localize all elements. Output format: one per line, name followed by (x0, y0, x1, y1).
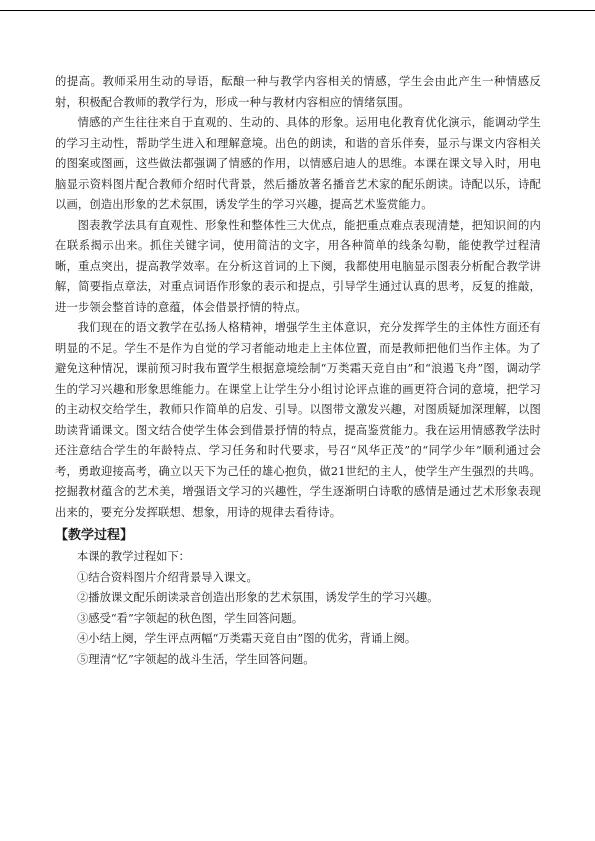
list-item: ⑤理清“忆”字领起的战斗生活，学生回答问题。 (77, 652, 315, 666)
paragraph-chart-method: 图表教学法具有直观性、形象性和整体性三大优点，能把重点难点表现清楚，把知识间的内在联系揭示出来。抓住关键字词，使用简洁的文字，用各种简单的线条勾勒，能使教学过程清晰，重点突出，提高教学效率。在分析这首词的上下阕，我都使用电脑显示图表分析配合教学讲解，简要指点章法，对重点词语作形象的表示和提点，引导学生通过认真的思考，反复的推敲，进一步领会整首诗的意蕴，体会借景抒情的特点。 (55, 218, 541, 314)
list-item: ④小结上阕，学生评点两幅“万类霜天竞自由”图的优劣，背诵上阕。 (77, 632, 417, 645)
list-item: ②播放课文配乐朗读录音创造出形象的艺术氛围，诱发学生的学习兴趣。 (77, 591, 439, 604)
paragraph-continuation: 的提高。教师采用生动的导语，酝酿一种与教学内容相关的情感，学生会由此产生一种情感反射，积极配合教师的教学行为，形成一种与教材内容相应的情绪氛围。 (55, 75, 541, 109)
document-page (55, 72, 541, 670)
section-intro: 本课的教学过程如下： (77, 550, 190, 563)
header-rule (0, 10, 595, 11)
paragraph-student-subject: 我们现在的语文教学在弘扬人格精神，增强学生主体意识，充分发挥学生的主体性方面还有明显的不足。学生不是作为自觉的学习者能动地走上主体位置，而是教师把他们当作主体。为了避免这种情况，课前预习时我布置学生根据意境绘制“万类霜天竞自由”和“浪遏飞舟”图，调动学生的学习兴趣和形象思维能力。在课堂上让学生分小组讨论评点谁的画更符合词的意境，把学习的主动权交给学生，教师只作简单的启发、引导。以图带文激发兴趣，对图质疑加深理解，以图助读背诵课文。图文结合使学生体会到借景抒情的特点，提高鉴赏能力。我在运用情感教学法时还注意结合学生的年龄特点、学习任务和时代要求，号召“风华正茂”的“同学少年”顺利通过会考，勇敢迎接高考，确立以天下为己任的雄心抱负，做21世纪的主人，使学生产生强烈的共鸣。挖掘教材蕴含的艺术美，增强语文学习的兴趣性，学生逐渐明白诗歌的感情是通过艺术形象表现出来的，要充分发挥联想、想象，用诗的规律去看待诗。 (55, 321, 541, 519)
steps-list (55, 568, 541, 671)
list-item: ①结合资料图片介绍背景导入课文。 (77, 570, 258, 584)
list-item: ③感受“看”字领起的秋色图，学生回答问题。 (77, 611, 304, 625)
section-heading: 【教学过程】 (55, 528, 134, 543)
paragraph-emotion: 情感的产生往往来自于直观的、生动的、具体的形象。运用电化教育优化演示，能调动学生的学习主动性，帮助学生进入和理解意境。出色的朗读，和谐的音乐伴奏，显示与课文内容相关的图案或图画，这些做法都强调了情感的作用，以情感启迪人的思维。本课在课文导入时，用电脑显示资料图片配合教师介绍时代背景，然后播放著名播音艺术家的配乐朗读。诗配以乐，诗配以画，创造出形象的艺术氛围，诱发学生的学习兴趣，提高艺术鉴赏能力。 (55, 116, 541, 211)
